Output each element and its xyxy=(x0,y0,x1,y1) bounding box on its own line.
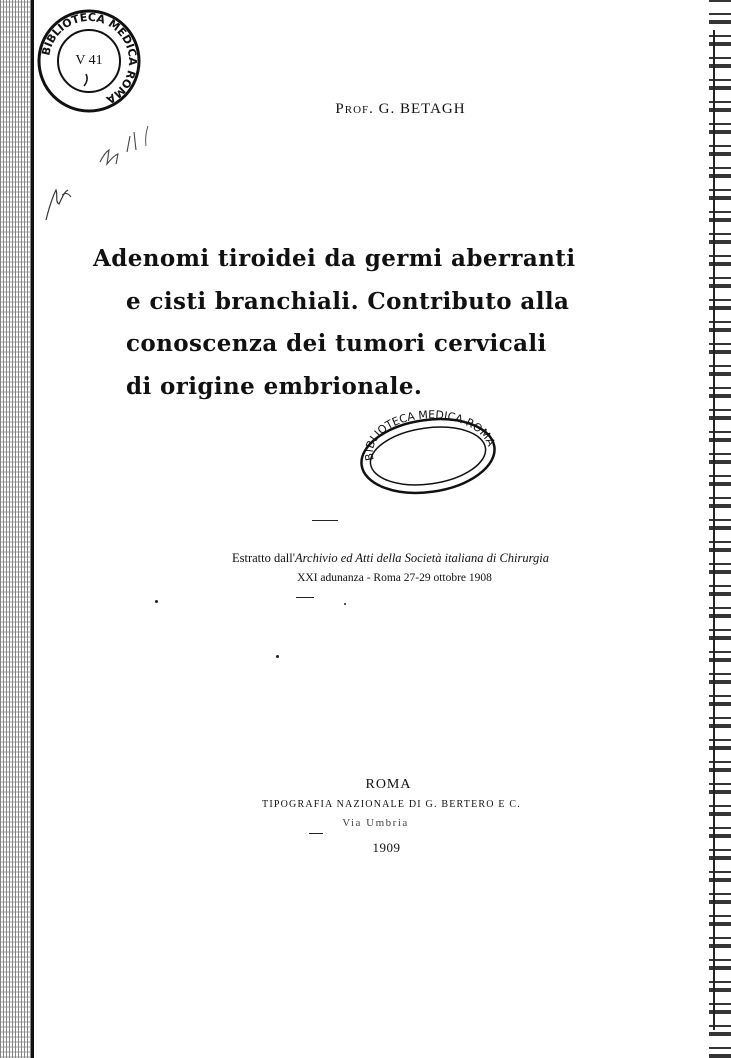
ink-speck xyxy=(155,600,158,603)
stamp-oval-text: BIBLIOTECA MEDICA ROMA xyxy=(362,408,498,462)
library-stamp-round xyxy=(36,8,142,114)
imprint-city: ROMA xyxy=(365,777,412,792)
binding-edge-line xyxy=(31,0,34,1058)
right-edge-line xyxy=(713,30,715,1030)
stamp-shelfmark: V 41 xyxy=(75,53,103,68)
handwritten-note xyxy=(38,120,158,230)
divider xyxy=(312,520,338,521)
title-block xyxy=(93,238,576,408)
extract-prefix: Estratto dall' xyxy=(231,551,295,565)
divider xyxy=(309,833,323,834)
ink-speck xyxy=(276,655,279,658)
title-line: e cisti branchiali. Contributo alla xyxy=(126,287,570,315)
title-line: conoscenza dei tumori cervicali xyxy=(126,330,547,357)
journal-name: Archivio ed Atti della Società italiana di Chirurgia xyxy=(294,551,550,565)
imprint-year: 1909 xyxy=(372,840,401,855)
stamp-ring-text: BIBLIOTECA MEDICA ROMA xyxy=(39,10,140,107)
meeting-info: XXI adunanza - Roma 27-29 ottobre 1908 xyxy=(297,572,492,584)
svg-text:BIBLIOTECA MEDICA ROMA xyxy=(363,408,498,461)
library-stamp-oval xyxy=(356,408,506,496)
title-line: di origine embrionale. xyxy=(126,372,423,400)
ink-speck xyxy=(344,603,346,605)
divider xyxy=(296,597,314,598)
title-line: Adenomi tiroidei da germi aberranti xyxy=(93,245,576,272)
imprint-street: Via Umbria xyxy=(342,817,409,829)
author-name: Prof. G. BETAGH xyxy=(335,101,466,117)
extract-note xyxy=(0,551,731,566)
binding-edge-shadow xyxy=(0,0,34,1058)
imprint-printer: TIPOGRAFIA NAZIONALE DI G. BERTERO E C. xyxy=(262,799,521,810)
